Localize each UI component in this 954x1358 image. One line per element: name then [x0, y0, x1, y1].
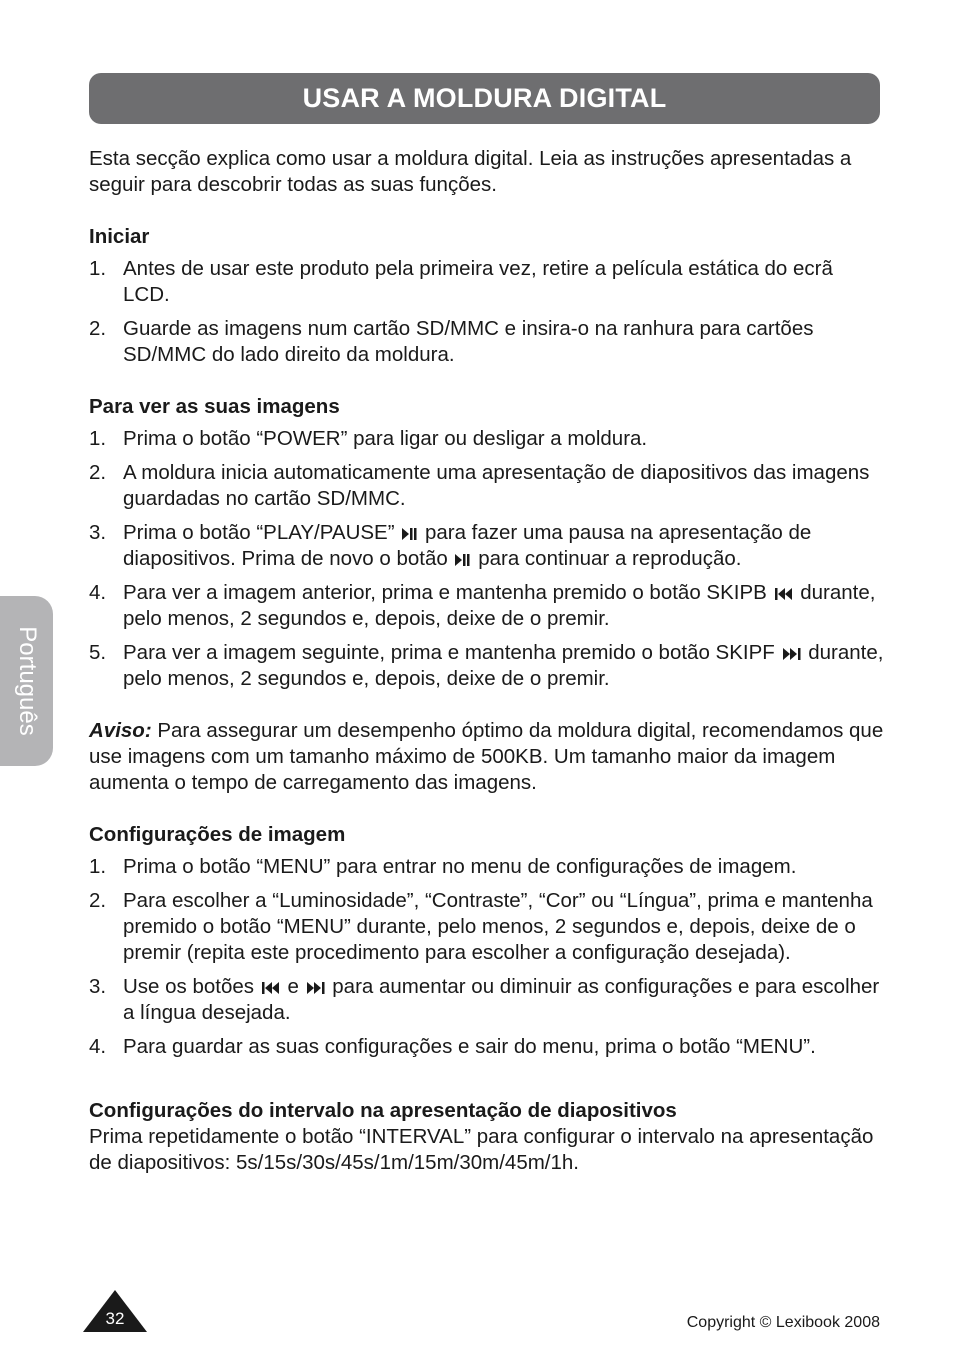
- item-text: Para escolher a “Luminosidade”, “Contraste”, “Cor” ou “Língua”, prima e mantenha premido o botão “MENU” durante, pelo menos, 2 segundos e, depois, deixe de o premir (repita este procedimento para escolher a configuração desejada).: [123, 889, 873, 964]
- page-number: 32: [105, 1309, 125, 1328]
- item-text: Antes de usar este produto pela primeira vez, retire a película estática do ecrã LCD.: [123, 257, 833, 306]
- item-text: Para ver a imagem anterior, prima e mantenha premido o botão SKIPB: [123, 581, 767, 604]
- item-number: 4.: [89, 1035, 107, 1058]
- item-number: 2.: [89, 317, 107, 340]
- skip-forward-icon: [307, 981, 325, 995]
- list-item: [89, 640, 884, 692]
- item-number: 1.: [89, 855, 107, 878]
- item-text: para fazer uma pausa na apresentação de diapositivos. Prima de novo o botão: [123, 521, 812, 570]
- item-number: 3.: [89, 521, 107, 544]
- item-text: Use os botões: [123, 975, 255, 998]
- section-iniciar: [89, 224, 884, 368]
- item-text: para continuar a reprodução.: [478, 547, 742, 570]
- section-configuracoes: [89, 822, 884, 1060]
- list-item: [89, 854, 884, 880]
- item-number: 5.: [89, 641, 107, 664]
- aviso-text: Para assegurar um desempenho óptimo da moldura digital, recomendamos que use imagens com um tamanho máximo de 500KB. Um tamanho maior da imagem aumenta o tempo de carregamento das imagens.: [89, 719, 884, 794]
- item-number: 1.: [89, 427, 107, 450]
- list-item: [89, 1034, 884, 1060]
- list-item: [89, 580, 884, 632]
- config-list: [89, 854, 884, 1060]
- title-banner: [89, 73, 880, 124]
- list-item: [89, 974, 884, 1026]
- iniciar-list: [89, 256, 884, 368]
- item-text: Prima o botão “MENU” para entrar no menu de configurações de imagem.: [123, 855, 797, 878]
- section-intervalo: [89, 1098, 884, 1176]
- item-number: 3.: [89, 975, 107, 998]
- item-number: 4.: [89, 581, 107, 604]
- page-title: USAR A MOLDURA DIGITAL: [302, 83, 667, 113]
- aviso-paragraph: [89, 718, 884, 796]
- copyright-notice: Copyright © Lexibook 2008: [686, 1314, 880, 1331]
- item-text: A moldura inicia automaticamente uma apresentação de diapositivos das imagens guardadas no cartão SD/MMC.: [123, 461, 870, 510]
- item-text: Prima o botão “POWER” para ligar ou desligar a moldura.: [123, 427, 648, 450]
- language-side-tab: [0, 596, 53, 766]
- item-text: Prima o botão “PLAY/PAUSE”: [123, 521, 395, 544]
- skip-forward-icon: [783, 647, 801, 661]
- item-number: 2.: [89, 461, 107, 484]
- list-item: [89, 316, 884, 368]
- item-text: Guarde as imagens num cartão SD/MMC e insira-o na ranhura para cartões SD/MMC do lado direito da moldura.: [123, 317, 814, 366]
- section-heading: Iniciar: [89, 225, 150, 248]
- item-text: para aumentar ou diminuir as configurações e para escolher a língua desejada.: [123, 975, 880, 1024]
- intervalo-text: Prima repetidamente o botão “INTERVAL” para configurar o intervalo na apresentação de diapositivos: 5s/15s/30s/45s/1m/15m/30m/45m/1h.: [89, 1125, 874, 1174]
- list-item: [89, 520, 884, 572]
- section-heading: Configurações de imagem: [89, 823, 346, 846]
- section-heading: Configurações do intervalo na apresentação de diapositivos: [89, 1099, 677, 1122]
- language-label: Português: [13, 626, 41, 736]
- list-item: [89, 256, 884, 308]
- item-number: 2.: [89, 889, 107, 912]
- play-pause-icon: [402, 527, 417, 541]
- ver-list: [89, 426, 884, 692]
- skip-back-icon: [262, 981, 280, 995]
- item-text: Para guardar as suas configurações e sair do menu, prima o botão “MENU”.: [123, 1035, 816, 1058]
- intro-paragraph: Esta secção explica como usar a moldura digital. Leia as instruções apresentadas a seguir para descobrir todas as suas funções.: [89, 147, 852, 196]
- aviso-label: Aviso:: [89, 719, 152, 742]
- item-text: durante, pelo menos, 2 segundos e, depois, deixe de o premir.: [123, 581, 876, 630]
- list-item: [89, 460, 884, 512]
- item-text: Para ver a imagem seguinte, prima e mantenha premido o botão SKIPF: [123, 641, 775, 664]
- section-ver-imagens: [89, 394, 884, 692]
- section-heading: Para ver as suas imagens: [89, 395, 340, 418]
- item-text: e: [287, 975, 299, 998]
- main-content: [89, 146, 884, 1176]
- item-number: 1.: [89, 257, 107, 280]
- list-item: [89, 426, 884, 452]
- list-item: [89, 888, 884, 966]
- play-pause-icon: [455, 553, 470, 567]
- item-text: durante, pelo menos, 2 segundos e, depois, deixe de o premir.: [123, 641, 884, 690]
- skip-back-icon: [775, 587, 793, 601]
